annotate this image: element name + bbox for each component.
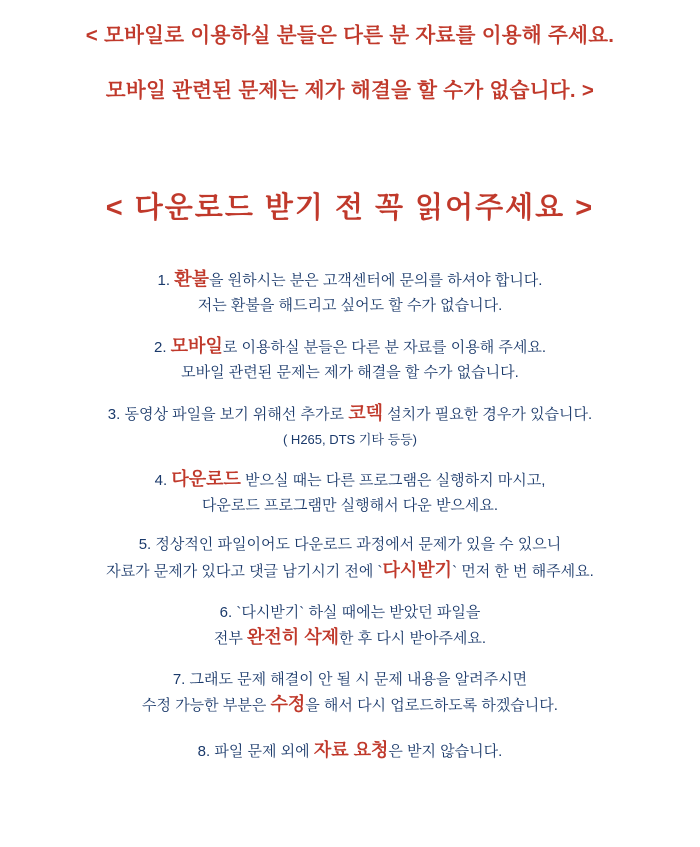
note-7-highlight: 수정 (270, 693, 306, 714)
page-title (0, 185, 700, 226)
note-5-subline (0, 557, 700, 585)
note-5-text: 정상적인 파일이어도 다운로드 과정에서 문제가 있을 수 있으니 (155, 536, 562, 554)
top-notice-line-2 (0, 78, 700, 102)
note-3-pretext: 동영상 파일을 보기 위해선 추가로 (124, 406, 345, 424)
note-5-number: 5. (138, 536, 152, 554)
note-3-number: 3. (107, 406, 121, 424)
note-8-text: 은 받지 않습니다. (388, 742, 503, 760)
note-2-subtext: 모바일 관련된 문제는 제가 해결을 할 수가 없습니다. (181, 364, 519, 382)
list-item-4 (0, 466, 700, 517)
list-item-3 (0, 400, 700, 450)
note-5-sub-posttext: ` 먼저 한 번 해주세요. (452, 562, 594, 580)
note-1-text: 을 원하시는 분은 고객센터에 문의를 하셔야 합니다. (209, 272, 543, 289)
top-notice-banner (0, 0, 700, 101)
note-2-number: 2. (153, 339, 167, 357)
note-3-highlight: 코덱 (348, 403, 383, 424)
chevron-left-icon: < (85, 24, 98, 47)
note-1-number: 1. (157, 272, 171, 289)
heading-text: 다운로드 받기 전 꼭 읽어주세요 (134, 192, 566, 224)
note-4-text: 받으실 때는 다른 프로그램은 실행하지 마시고, (245, 472, 546, 490)
note-4-number: 4. (154, 472, 168, 490)
top-notice-line-1 (0, 26, 700, 47)
note-3-text: 설치가 필요한 경우가 있습니다. (387, 406, 593, 424)
note-6-number: 6. (219, 603, 233, 621)
note-7-sub-pretext: 수정 가능한 부분은 (142, 696, 267, 714)
note-6-sub-posttext: 한 후 다시 받아주세요. (339, 629, 487, 647)
note-7-subline (0, 691, 700, 719)
note-1-highlight: 환불 (174, 269, 209, 289)
note-4-subtext: 다운로드 프로그램만 실행해서 다운 받으세요. (201, 497, 499, 515)
note-6-text: `다시받기` 하실 때에는 받았던 파일을 (236, 603, 481, 621)
note-5-sub-pretext: 자료가 문제가 있다고 댓글 남기시기 전에 ` (106, 562, 383, 580)
top-notice-text-1: 모바일로 이용하실 분들은 다른 분 자료를 이용해 주세요. (103, 24, 615, 47)
chevron-right-icon: > (581, 78, 595, 102)
list-item-8 (0, 737, 700, 765)
note-6-highlight: 완전히 삭제 (247, 626, 339, 647)
note-3-subtext: ( H265, DTS 기타 등등) (282, 432, 418, 448)
note-2-highlight: 모바일 (170, 336, 223, 357)
top-notice-text-2: 모바일 관련된 문제는 제가 해결을 할 수가 없습니다. (105, 78, 576, 102)
note-6-sub-pretext: 전부 (213, 629, 243, 647)
note-4-highlight: 다운로드 (171, 469, 241, 490)
list-item-1 (0, 266, 700, 317)
list-item-2 (0, 333, 700, 384)
list-item-6 (0, 601, 700, 652)
note-5-highlight: 다시받기 (382, 559, 453, 580)
note-8-number: 8. (197, 742, 211, 760)
note-8-highlight: 자료 요청 (313, 739, 389, 760)
note-7-sub-posttext: 을 해서 다시 업로드하도록 하겠습니다. (305, 696, 558, 714)
note-6-subline (0, 624, 700, 652)
note-1-subtext: 저는 환불을 해드리고 싶어도 할 수가 없습니다. (197, 296, 503, 314)
notes-list (0, 266, 700, 765)
heading-chevron-left-icon: < (105, 192, 125, 224)
note-7-text: 그래도 문제 해결이 안 될 시 문제 내용을 알려주시면 (189, 670, 528, 688)
list-item-5 (0, 533, 700, 584)
note-8-pretext: 파일 문제 외에 (214, 742, 310, 760)
list-item-7 (0, 668, 700, 719)
heading-chevron-right-icon: > (575, 192, 595, 224)
note-2-text: 로 이용하실 분들은 다른 분 자료를 이용해 주세요. (222, 339, 546, 357)
note-7-number: 7. (172, 670, 186, 688)
